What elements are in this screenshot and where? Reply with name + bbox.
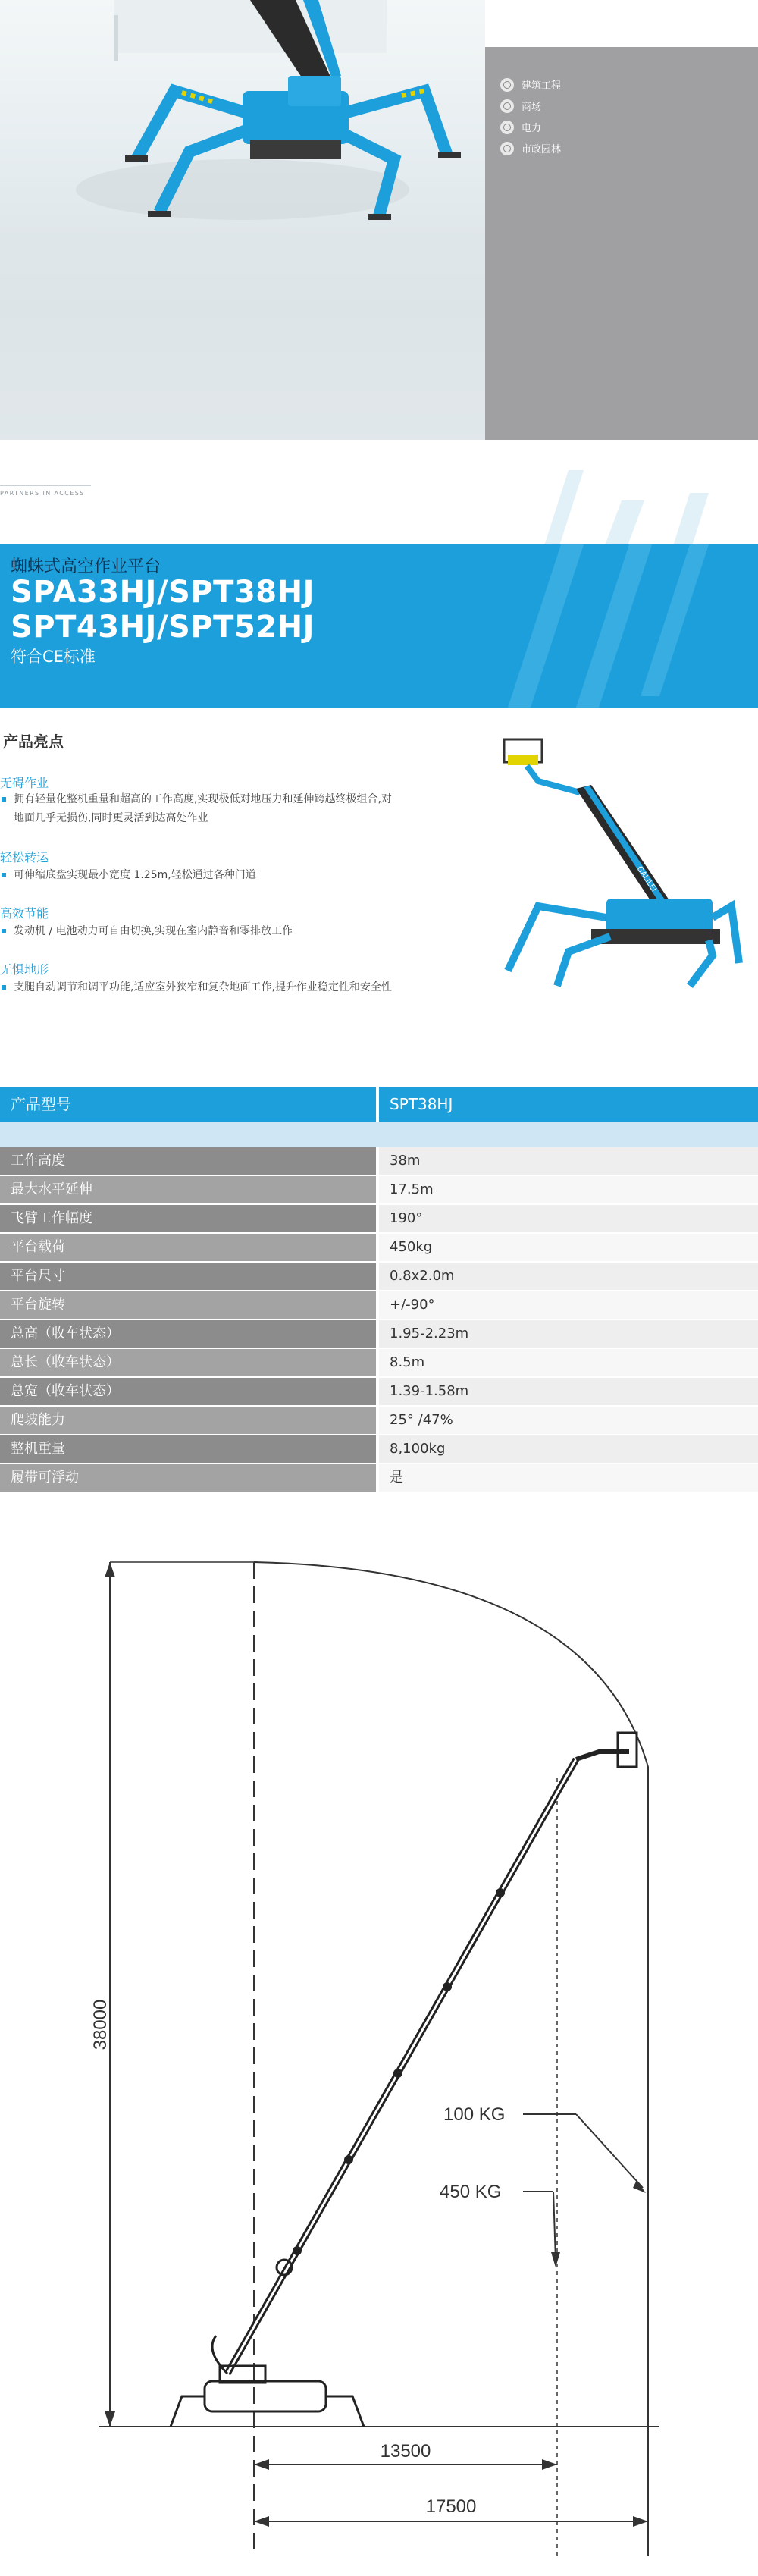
spec-row: [0, 1407, 758, 1434]
highlight-text: 可伸缩底盘实现最小宽度 1.25m,轻松通过各种门道: [0, 866, 393, 885]
feature-power: [500, 120, 541, 134]
machine-brand-label: GALILEI: [634, 864, 658, 894]
highlight-heading: 无惧地形: [0, 962, 49, 977]
feature-mall: [500, 99, 541, 113]
spec-value: 0.8x2.0m: [379, 1263, 758, 1290]
spec-value: 38m: [379, 1147, 758, 1175]
spec-header-model: SPT38HJ: [379, 1087, 758, 1122]
spec-label: 平台旋转: [0, 1291, 376, 1319]
working-range-diagram: [0, 1501, 758, 2576]
load-100-label: 100 KG: [443, 2104, 506, 2125]
ce-standard: 符合CE标准: [11, 648, 96, 666]
load-450-label: 450 KG: [440, 2182, 502, 2202]
spec-header-label: 产品型号: [0, 1087, 376, 1122]
spec-label: 总高（收车状态）: [0, 1320, 376, 1348]
feature-label: 建筑工程: [522, 80, 562, 92]
spec-label: 平台载荷: [0, 1234, 376, 1261]
feature-label: 电力: [522, 123, 542, 134]
spec-label: 总长（收车状态）: [0, 1349, 376, 1376]
spec-row: [0, 1378, 758, 1405]
spider-lift-image: [0, 0, 485, 440]
spec-value: +/-90°: [379, 1291, 758, 1319]
spider-lift-side-image: [485, 724, 743, 997]
spec-row: [0, 1464, 758, 1492]
product-models-line2: SPT43HJ/SPT52HJ: [11, 610, 315, 645]
highlight-heading: 高效节能: [0, 906, 49, 921]
reach-17500-label: 17500: [425, 2496, 477, 2517]
spec-row: [0, 1176, 758, 1203]
spec-value: 17.5m: [379, 1176, 758, 1203]
spec-row: [0, 1349, 758, 1376]
spec-value: 1.95-2.23m: [379, 1320, 758, 1348]
reach-13500-label: 13500: [380, 2441, 431, 2461]
feature-label: 市政园林: [522, 144, 562, 155]
spec-value: 8,100kg: [379, 1435, 758, 1463]
building-icon: [500, 78, 514, 92]
spec-label: 工作高度: [0, 1147, 376, 1175]
spec-label: 总宽（收车状态）: [0, 1378, 376, 1405]
garden-icon: [500, 142, 514, 155]
spec-value: 8.5m: [379, 1349, 758, 1376]
spec-label: 爬坡能力: [0, 1407, 376, 1434]
brand-slogan: PARTNERS IN ACCESS: [0, 490, 85, 497]
hero-photo: [0, 0, 485, 440]
feature-label: 商场: [522, 102, 542, 113]
power-icon: [500, 121, 514, 134]
spec-table-band: [0, 1122, 758, 1147]
spec-label: 履带可浮动: [0, 1464, 376, 1492]
spec-value: 190°: [379, 1205, 758, 1232]
product-models-line1: SPA33HJ/SPT38HJ: [11, 575, 315, 610]
spec-row: [0, 1234, 758, 1261]
spec-row: [0, 1435, 758, 1463]
highlight-text: 拥有轻量化整机重量和超高的工作高度,实现极低对地压力和延伸跨越终极组合,对地面几乎无损伤,同时更灵活到达高处作业: [0, 790, 393, 828]
product-category: 蜘蛛式高空作业平台: [11, 557, 161, 576]
banner-stripes: [500, 544, 743, 708]
spec-value: 是: [379, 1464, 758, 1492]
spec-value: 450kg: [379, 1234, 758, 1261]
spec-row: [0, 1291, 758, 1319]
feature-building: [500, 77, 561, 92]
highlight-text: 发动机 / 电池动力可自由切换,实现在室内静音和零排放工作: [0, 922, 393, 941]
spec-label: 最大水平延伸: [0, 1176, 376, 1203]
spec-label: 飞臂工作幅度: [0, 1205, 376, 1232]
highlight-heading: 无碍作业: [0, 776, 49, 790]
height-label: 38000: [90, 1999, 111, 2050]
application-panel: [485, 47, 758, 440]
feature-garden: [500, 141, 561, 155]
spec-label: 平台尺寸: [0, 1263, 376, 1290]
hero-section: [0, 0, 758, 440]
spec-row: [0, 1147, 758, 1175]
spec-row: [0, 1263, 758, 1290]
highlights-title: 产品亮点: [3, 733, 64, 751]
spec-row: [0, 1320, 758, 1348]
highlight-text: 支腿自动调节和调平功能,适应室外狭窄和复杂地面工作,提升作业稳定性和安全性: [0, 978, 393, 997]
spec-value: 1.39-1.58m: [379, 1378, 758, 1405]
hall-icon: [500, 99, 514, 113]
brand-divider: [0, 485, 91, 486]
base-chassis: [205, 2381, 326, 2411]
highlight-heading: 轻松转运: [0, 850, 49, 864]
spec-value: 25° /47%: [379, 1407, 758, 1434]
envelope-curve: [254, 1562, 648, 2556]
spec-label: 整机重量: [0, 1435, 376, 1463]
spec-table-header: [0, 1087, 758, 1122]
spec-row: [0, 1205, 758, 1232]
